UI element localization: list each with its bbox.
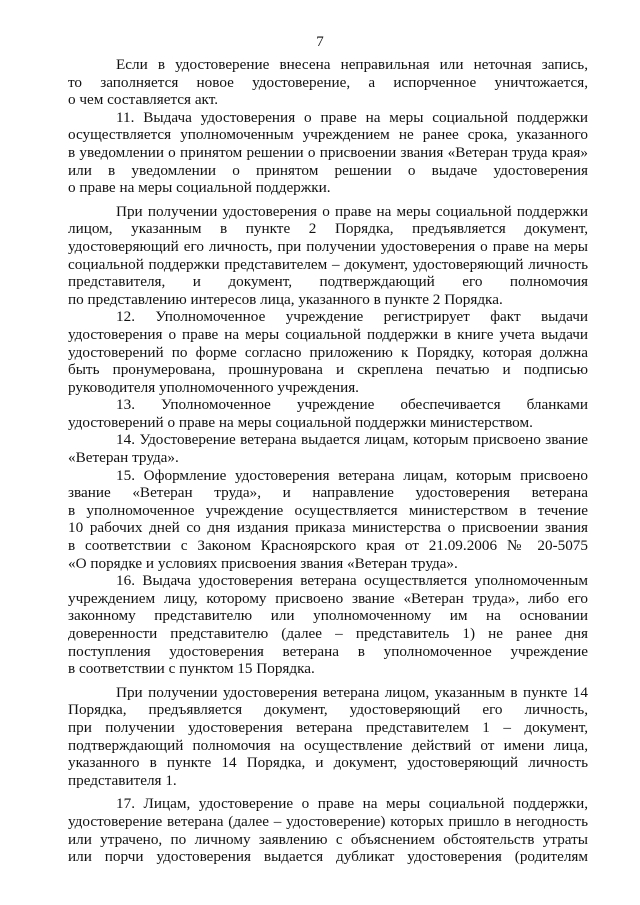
text-line: При получении удостоверения о праве на меры социальной поддержки: [116, 202, 588, 220]
text-line: лицом, указанным в пункте 2 Порядка, предъявляется документ,: [68, 220, 588, 238]
text-line: удостоверений о праве на меры социальной поддержки министерством.: [68, 413, 533, 431]
text-line: быть пронумерована, прошнурована и скреплена печатью и подписью: [68, 361, 588, 379]
text-line: 15. Оформление удостоверения ветерана лицам, которым присвоено: [116, 466, 588, 484]
text-line: учреждением лицу, которому присвоено звание «Ветеран труда», либо его: [68, 589, 588, 607]
text-line: 16. Выдача удостоверения ветерана осуществляется уполномоченным: [116, 572, 588, 590]
text-line: поступления удостоверения ветерана в уполномоченное учреждение: [68, 642, 588, 660]
paragraph-spoiled-certificate: [68, 56, 588, 109]
text-line: При получении удостоверения ветерана лицом, указанным в пункте 14: [116, 683, 588, 701]
text-line: 12. Уполномоченное учреждение регистрирует факт выдачи: [116, 308, 588, 326]
paragraph-12: [68, 308, 588, 396]
text-line: в уполномоченное учреждение осуществляется министерством в течение: [68, 501, 588, 519]
paragraph-14: [68, 431, 588, 466]
text-line: подтверждающий полномочия на осуществление действий от имени лица,: [68, 736, 588, 754]
text-line: представителя, и документ, подтверждающий его полномочия: [68, 273, 588, 291]
paragraph-11-identity: [68, 203, 588, 309]
text-line: в соответствии с Законом Красноярского края от 21.09.2006 № 20-5075: [68, 537, 588, 555]
text-line: удостоверения о праве на меры социальной поддержки в книге учета выдачи: [68, 325, 588, 343]
text-line: то заполняется новое удостоверение, а испорченное уничтожается,: [68, 73, 588, 91]
text-line: осуществляется уполномоченным учреждением не ранее срока, указанного: [68, 126, 588, 144]
text-line: 14. Удостоверение ветерана выдается лицам, которым присвоено звание: [116, 431, 588, 449]
text-line: в соответствии с пунктом 15 Порядка.: [68, 660, 315, 678]
text-line: Порядка, предъявляется документ, удостоверяющий его личность,: [68, 701, 588, 719]
paragraph-17: [68, 795, 588, 865]
text-line: удостоверений по форме согласно приложению к Порядку, которая должна: [68, 343, 588, 361]
text-line: социальной поддержки представителем – документ, удостоверяющий личность: [68, 255, 588, 273]
paragraph-16: [68, 572, 588, 678]
text-line: 10 рабочих дней со дня издания приказа министерства о присвоении звания: [68, 519, 588, 537]
text-line: или порчи удостоверения выдается дубликат удостоверения (родителям: [68, 848, 588, 866]
page-number: 7: [316, 34, 324, 50]
text-line: доверенности представителю (далее – представитель 1) не ранее дня: [68, 625, 588, 642]
text-line: 11. Выдача удостоверения о праве на меры социальной поддержки: [116, 108, 588, 126]
text-line: «Ветеран труда».: [68, 449, 179, 467]
text-line: 17. Лицам, удостоверение о праве на меры социальной поддержки,: [116, 795, 588, 813]
text-line: законному представителю или уполномоченному им на основании: [68, 607, 588, 625]
text-line: звание «Ветеран труда», и направление удостоверения ветерана: [68, 484, 588, 502]
text-line: «О порядке и условиях присвоения звания «Ветеран труда».: [68, 554, 458, 572]
text-line: удостоверение ветерана (далее – удостоверение) которых пришло в негодность: [68, 812, 588, 830]
paragraph-16-identity: [68, 684, 588, 790]
text-line: в уведомлении о принятом решении о присвоении звания «Ветеран труда края»: [68, 143, 588, 161]
text-line: или в уведомлении о принятом решении о выдаче удостоверения: [68, 161, 588, 179]
document-body: [68, 56, 588, 866]
text-line: Если в удостоверение внесена неправильная или неточная запись,: [116, 56, 588, 73]
text-line: о чем составляется акт.: [68, 91, 219, 109]
text-line: представителя 1.: [68, 771, 177, 789]
paragraph-13: [68, 396, 588, 431]
text-line: о праве на меры социальной поддержки.: [68, 179, 331, 197]
paragraph-15: [68, 467, 588, 573]
text-line: руководителя уполномоченного учреждения.: [68, 378, 359, 396]
text-line: удостоверяющий его личность, при получении удостоверения о праве на меры: [68, 237, 588, 255]
paragraph-11: [68, 109, 588, 197]
text-line: 13. Уполномоченное учреждение обеспечивается бланками: [116, 396, 588, 414]
text-line: указанного в пункте 14 Порядка, и документ, удостоверяющий личность: [68, 754, 588, 772]
text-line: при получении удостоверения ветерана представителем 1 – документ,: [68, 718, 588, 736]
text-line: или утрачено, по личному заявлению с объяснением обстоятельств утраты: [68, 830, 588, 848]
text-line: по представлению интересов лица, указанного в пункте 2 Порядка.: [68, 290, 503, 308]
